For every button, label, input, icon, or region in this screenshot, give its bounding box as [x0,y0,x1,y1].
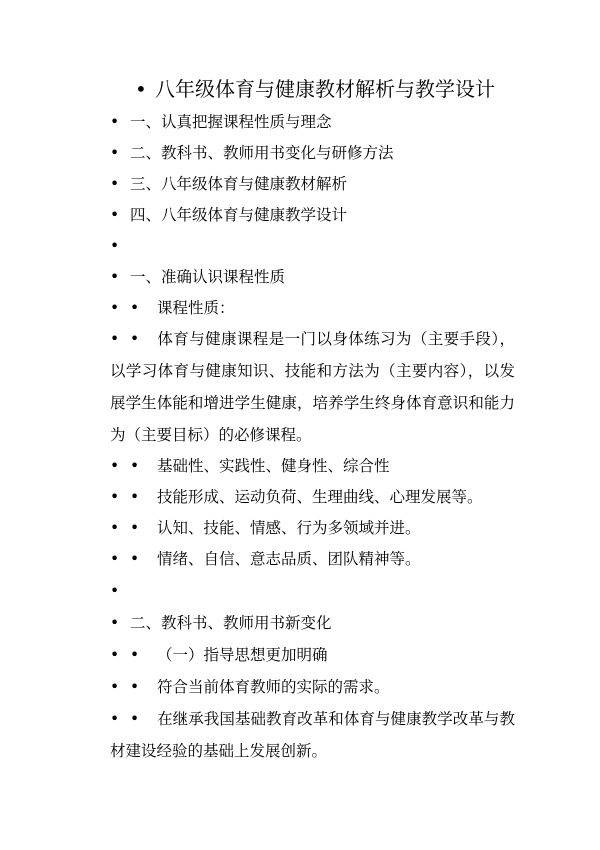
bullet: • [110,550,120,568]
bullet: • [110,519,120,537]
document-title [135,74,495,104]
bullet: • [110,330,120,348]
sub-heading-text: （一）指导思想更加明确 [157,646,328,664]
course-definition-paragraph [110,323,515,451]
bullet: • [110,113,120,131]
point-line-1 [110,456,390,476]
point-text: 符合当前体育教师的实际的需求。 [157,678,390,696]
bullet: • [110,237,120,255]
bullet: • [110,710,120,728]
sub-bullet: • [130,457,140,475]
outline-item-text: 四、八年级体育与健康教学设计 [130,206,348,224]
sub-bullet: • [130,519,140,537]
section1-heading [110,267,285,287]
empty-bullet-line-2 [110,581,130,601]
title-text: 八年级体育与健康教材解析与教学设计 [155,77,495,101]
outline-item-text: 二、教科书、教师用书变化与研修方法 [130,144,394,162]
nature-label-line [110,298,235,318]
section-heading-text: 二、教科书、教师用书新变化 [130,614,332,632]
bullet: • [110,206,120,224]
outline-item-2 [110,143,394,163]
empty-bullet-line [110,236,130,256]
bullet: • [110,457,120,475]
bullet: • [110,488,120,506]
bullet: • [110,175,120,193]
outline-item-text: 三、八年级体育与健康教材解析 [130,175,348,193]
outline-item-1 [110,112,332,132]
point-line-2 [110,487,483,507]
point-text: 情绪、自信、意志品质、团队精神等。 [157,550,421,568]
sub-bullet: • [130,678,140,696]
bullet: • [110,678,120,696]
point-line-3 [110,518,421,538]
outline-item-4 [110,205,347,225]
title-bullet: • [135,77,147,101]
outline-item-3 [110,174,347,194]
sub-bullet: • [130,488,140,506]
bullet: • [110,582,120,600]
point-text: 基础性、实践性、健身性、综合性 [157,457,390,475]
outline-item-text: 一、认真把握课程性质与理念 [130,113,332,131]
point-line-4 [110,549,421,569]
sub-bullet: • [130,299,140,317]
section2-point-line [110,677,390,697]
sub-bullet: • [130,710,140,728]
innovation-text: 在继承我国基础教育改革和体育与健康教学改革与教材建设经验的基础上发展创新。 [110,710,515,760]
section-heading-text: 一、准确认识课程性质 [130,268,286,286]
sub-bullet: • [130,550,140,568]
bullet: • [110,614,120,632]
point-text: 认知、技能、情感、行为多领域并进。 [157,519,421,537]
sub-heading-line [110,645,328,665]
sub-bullet: • [130,330,140,348]
bullet: • [110,646,120,664]
point-text: 技能形成、运动负荷、生理曲线、心理发展等。 [157,488,483,506]
section2-heading [110,613,332,633]
sub-bullet: • [130,646,140,664]
innovation-paragraph [110,703,515,767]
nature-label: 课程性质： [157,299,235,317]
bullet: • [110,268,120,286]
bullet: • [110,299,120,317]
bullet: • [110,144,120,162]
course-definition-text: 体育与健康课程是一门以身体练习为（主要手段），以学习体育与健康知识、技能和方法为（主要内容），以发展学生体能和增进学生健康，培养学生终身体育意识和能力为（主要目标）的必修课程。 [110,330,515,444]
